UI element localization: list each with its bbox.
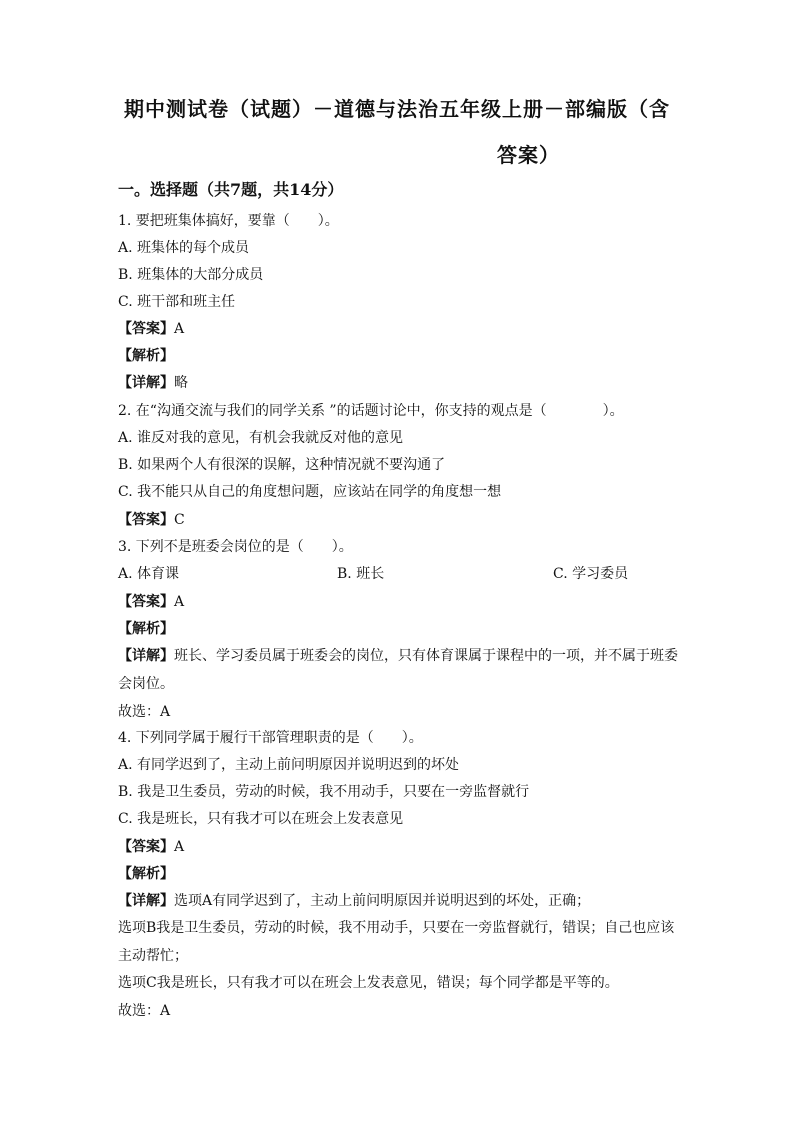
q4-detail bbox=[118, 890, 590, 910]
detail-tag: 【详解】 bbox=[118, 375, 174, 391]
q1-stem: 1. 要把班集体搞好，要靠（ ）。 bbox=[118, 213, 339, 229]
q3-analysis bbox=[118, 618, 174, 638]
q2-option-a: A. 谁反对我的意见，有机会我就反对他的意见 bbox=[118, 430, 404, 446]
doc-title-line1: 期中测试卷（试题）－道德与法治五年级上册－部编版（含 bbox=[124, 97, 670, 121]
q4-analysis bbox=[118, 863, 174, 883]
answer-tag: 【答案】 bbox=[118, 321, 174, 337]
q2-option-c: C. 我不能只从自己的角度想问题，应该站在同学的角度想一想 bbox=[118, 484, 502, 500]
q2-stem: 2. 在“沟通交流与我们的同学关系 ”的话题讨论中，你支持的观点是（ ）。 bbox=[118, 403, 624, 419]
q1-detail bbox=[118, 372, 188, 392]
q1-option-a: A. 班集体的每个成员 bbox=[118, 240, 250, 256]
answer-tag: 【答案】 bbox=[118, 839, 174, 855]
q4-option-a: A. 有同学迟到了，主动上前问明原因并说明迟到的坏处 bbox=[118, 757, 460, 773]
q4-answer bbox=[118, 836, 184, 856]
q4-stem: 4. 下列同学属于履行干部管理职责的是（ ）。 bbox=[118, 730, 423, 746]
analysis-tag: 【解析】 bbox=[118, 348, 174, 364]
answer-value: C bbox=[174, 512, 185, 528]
q3-option-c: C. 学习委员 bbox=[553, 566, 629, 582]
q4-option-b: B. 我是卫生委员，劳动的时候，我不用动手，只要在一旁监督就行 bbox=[118, 784, 530, 800]
doc-title-line2: 答案） bbox=[497, 143, 560, 167]
q3-answer bbox=[118, 591, 184, 611]
q2-option-b: B. 如果两个人有很深的误解，这种情况就不要沟通了 bbox=[118, 457, 446, 473]
answer-value: A bbox=[174, 321, 185, 337]
answer-tag: 【答案】 bbox=[118, 594, 174, 610]
analysis-tag: 【解析】 bbox=[118, 621, 174, 637]
detail-tag: 【详解】 bbox=[118, 893, 174, 909]
answer-tag: 【答案】 bbox=[118, 512, 174, 528]
q3-option-b: B. 班长 bbox=[337, 566, 385, 582]
q3-stem: 3. 下列不是班委会岗位的是（ ）。 bbox=[118, 539, 353, 555]
q3-detail bbox=[118, 645, 678, 665]
q3-choose: 故选：A bbox=[118, 704, 171, 720]
detail-text: 选项A有同学迟到了，主动上前问明原因并说明迟到的坏处，正确； bbox=[174, 893, 591, 909]
q4-detail-line3: 主动帮忙； bbox=[118, 948, 188, 964]
detail-tag: 【详解】 bbox=[118, 648, 174, 664]
q1-option-c: C. 班干部和班主任 bbox=[118, 294, 236, 310]
answer-value: A bbox=[174, 594, 185, 610]
q4-option-c: C. 我是班长，只有我才可以在班会上发表意见 bbox=[118, 811, 404, 827]
q2-answer bbox=[118, 509, 185, 529]
q4-detail-line4: 选项C我是班长，只有我才可以在班会上发表意见，错误；每个同学都是平等的。 bbox=[118, 975, 619, 991]
answer-value: A bbox=[174, 839, 185, 855]
analysis-tag: 【解析】 bbox=[118, 866, 174, 882]
detail-text: 班长、学习委员属于班委会的岗位，只有体育课属于课程中的一项，并不属于班委 bbox=[174, 648, 678, 664]
detail-text: 略 bbox=[174, 375, 188, 391]
q1-answer bbox=[118, 318, 184, 338]
q3-option-a: A. 体育课 bbox=[118, 566, 180, 582]
section-heading: 一。选择题（共7题，共14分） bbox=[118, 180, 344, 199]
q3-detail-cont: 会岗位。 bbox=[118, 676, 174, 692]
q4-detail-line2: 选项B我是卫生委员，劳动的时候，我不用动手，只要在一旁监督就行，错误；自己也应该 bbox=[118, 920, 675, 936]
q1-option-b: B. 班集体的大部分成员 bbox=[118, 267, 264, 283]
q1-analysis bbox=[118, 345, 174, 365]
q4-choose: 故选：A bbox=[118, 1003, 171, 1019]
